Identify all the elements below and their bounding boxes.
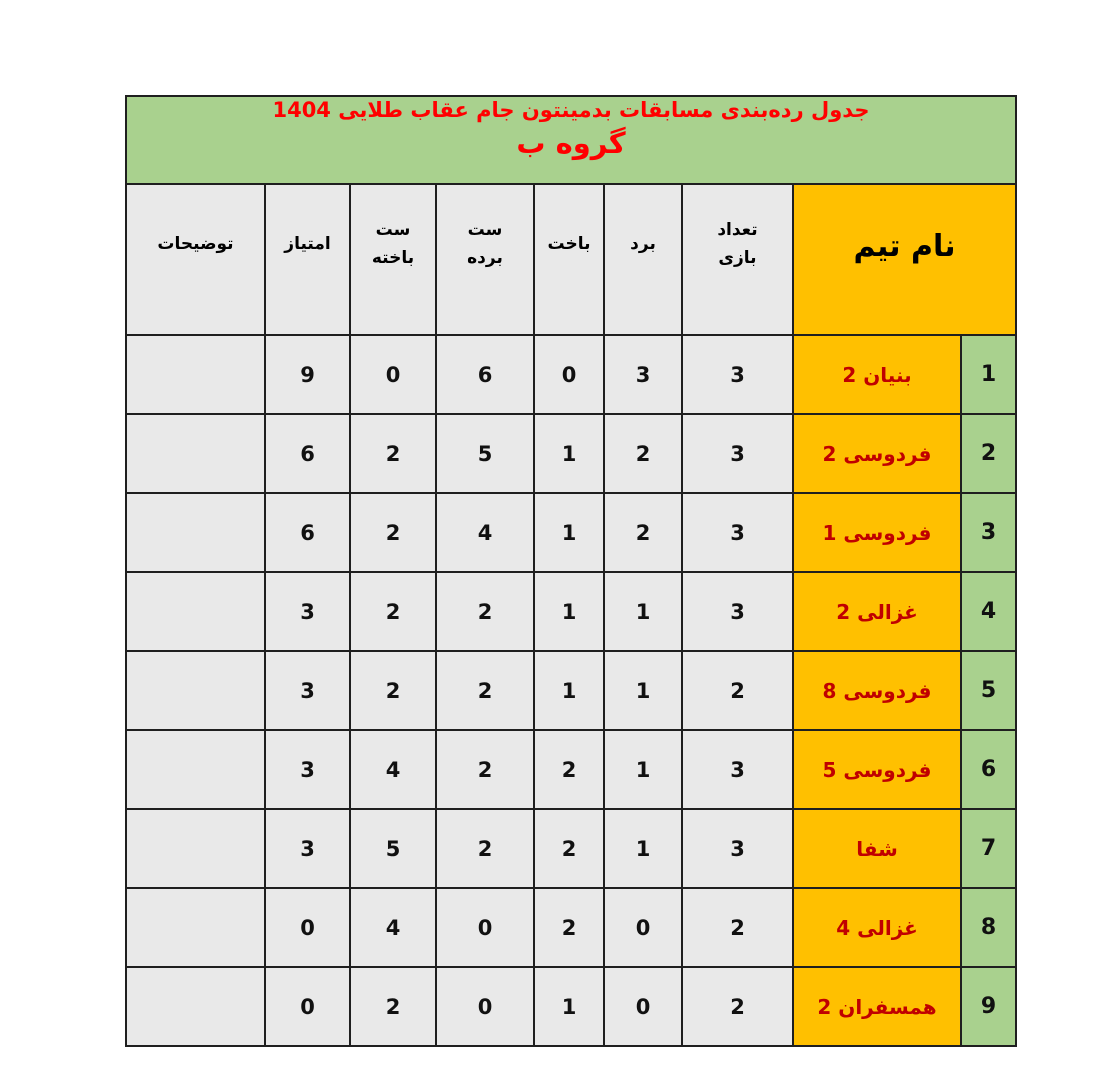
rank-cell: 4 (961, 572, 1016, 651)
points-cell: 3 (265, 651, 350, 730)
sets-won-cell: 6 (436, 335, 534, 414)
sets-won-cell: 2 (436, 651, 534, 730)
games-cell: 3 (682, 493, 793, 572)
points-cell: 3 (265, 572, 350, 651)
notes-cell (126, 651, 265, 730)
header-sets-lost-line1: ست (375, 220, 411, 241)
table-row (126, 335, 1016, 414)
losses-cell: 1 (534, 493, 604, 572)
sets-won-cell: 4 (436, 493, 534, 572)
wins-cell: 1 (604, 651, 682, 730)
header-row (126, 184, 1016, 335)
header-sets-won-line1: ست (467, 220, 503, 241)
table-row (126, 967, 1016, 1046)
team-name-cell: همسفران 2 (793, 967, 961, 1046)
rank-cell: 9 (961, 967, 1016, 1046)
header-notes: توضیحات (126, 184, 265, 335)
losses-cell: 2 (534, 809, 604, 888)
losses-cell: 2 (534, 888, 604, 967)
losses-cell: 1 (534, 414, 604, 493)
title-banner (126, 96, 1016, 184)
games-cell: 2 (682, 888, 793, 967)
team-name-cell: غزالی 2 (793, 572, 961, 651)
table-row (126, 809, 1016, 888)
points-cell: 6 (265, 414, 350, 493)
losses-cell: 0 (534, 335, 604, 414)
games-cell: 3 (682, 335, 793, 414)
games-cell: 3 (682, 414, 793, 493)
wins-cell: 2 (604, 414, 682, 493)
sets-lost-cell: 5 (350, 809, 436, 888)
sets-lost-cell: 2 (350, 651, 436, 730)
games-cell: 3 (682, 809, 793, 888)
notes-cell (126, 967, 265, 1046)
notes-cell (126, 572, 265, 651)
header-sets-won (436, 184, 534, 335)
header-games (682, 184, 793, 335)
sets-won-cell: 0 (436, 967, 534, 1046)
losses-cell: 1 (534, 572, 604, 651)
wins-cell: 0 (604, 967, 682, 1046)
rank-cell: 3 (961, 493, 1016, 572)
sets-won-cell: 2 (436, 730, 534, 809)
standings-table (125, 95, 1017, 1047)
header-games-line2: بازی (718, 247, 757, 268)
notes-cell (126, 888, 265, 967)
sets-won-cell: 0 (436, 888, 534, 967)
notes-cell (126, 730, 265, 809)
header-sets-lost-line2: باخته (371, 247, 415, 268)
sets-lost-cell: 2 (350, 572, 436, 651)
rank-cell: 1 (961, 335, 1016, 414)
table-row (126, 414, 1016, 493)
notes-cell (126, 414, 265, 493)
header-games-line1: تعداد (717, 220, 758, 241)
games-cell: 2 (682, 651, 793, 730)
notes-cell (126, 809, 265, 888)
header-team-name: نام تیم (793, 184, 1016, 335)
notes-cell (126, 493, 265, 572)
sets-lost-cell: 4 (350, 730, 436, 809)
losses-cell: 1 (534, 651, 604, 730)
points-cell: 9 (265, 335, 350, 414)
team-name-cell: فردوسی 5 (793, 730, 961, 809)
sets-won-cell: 2 (436, 809, 534, 888)
rank-cell: 6 (961, 730, 1016, 809)
rank-cell: 7 (961, 809, 1016, 888)
points-cell: 0 (265, 888, 350, 967)
games-cell: 3 (682, 730, 793, 809)
team-name-cell: فردوسی 2 (793, 414, 961, 493)
sets-lost-cell: 4 (350, 888, 436, 967)
rank-cell: 5 (961, 651, 1016, 730)
games-cell: 3 (682, 572, 793, 651)
title-row (126, 96, 1016, 184)
sets-lost-cell: 0 (350, 335, 436, 414)
points-cell: 3 (265, 730, 350, 809)
sets-lost-cell: 2 (350, 414, 436, 493)
rank-cell: 8 (961, 888, 1016, 967)
sets-lost-cell: 2 (350, 493, 436, 572)
sets-lost-cell: 2 (350, 967, 436, 1046)
header-sets-lost (350, 184, 436, 335)
points-cell: 0 (265, 967, 350, 1046)
losses-cell: 2 (534, 730, 604, 809)
table-row (126, 651, 1016, 730)
losses-cell: 1 (534, 967, 604, 1046)
table-row (126, 888, 1016, 967)
team-name-cell: شفا (793, 809, 961, 888)
wins-cell: 0 (604, 888, 682, 967)
table-row (126, 572, 1016, 651)
header-losses: باخت (534, 184, 604, 335)
wins-cell: 1 (604, 572, 682, 651)
wins-cell: 1 (604, 730, 682, 809)
points-cell: 6 (265, 493, 350, 572)
header-sets-won-line2: برده (467, 247, 503, 268)
table-row (126, 493, 1016, 572)
team-name-cell: بنیان 2 (793, 335, 961, 414)
table-row (126, 730, 1016, 809)
points-cell: 3 (265, 809, 350, 888)
group-title: گروه ب (516, 126, 626, 161)
wins-cell: 1 (604, 809, 682, 888)
wins-cell: 2 (604, 493, 682, 572)
sets-won-cell: 5 (436, 414, 534, 493)
team-name-cell: فردوسی 1 (793, 493, 961, 572)
header-wins: برد (604, 184, 682, 335)
team-name-cell: فردوسی 8 (793, 651, 961, 730)
header-points: امتیاز (265, 184, 350, 335)
games-cell: 2 (682, 967, 793, 1046)
team-name-cell: غزالی 4 (793, 888, 961, 967)
rank-cell: 2 (961, 414, 1016, 493)
notes-cell (126, 335, 265, 414)
tournament-title: جدول رده‌بندی مسابقات بدمینتون جام عقاب طلایی 1404 (272, 98, 870, 122)
sets-won-cell: 2 (436, 572, 534, 651)
wins-cell: 3 (604, 335, 682, 414)
